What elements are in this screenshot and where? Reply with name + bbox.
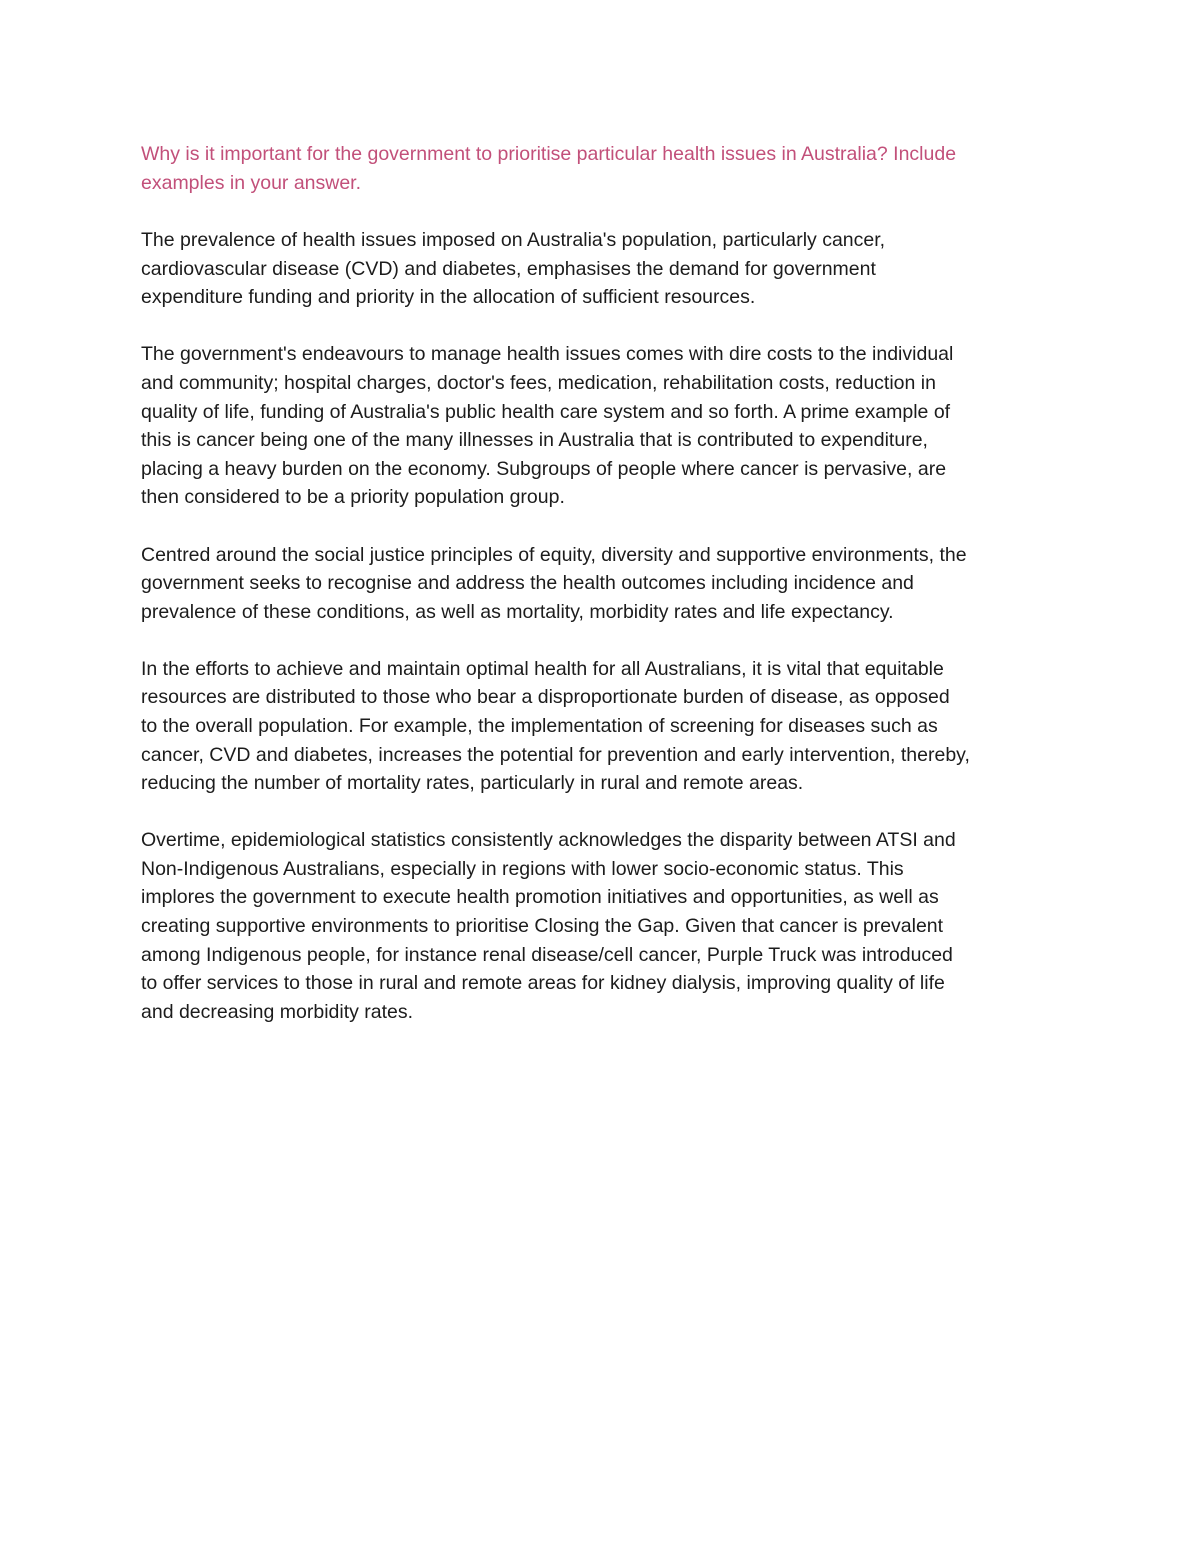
paragraph-line: prevalence of these conditions, as well as mortality, morbidity rates and life expectancy. <box>141 600 894 623</box>
paragraph-line: expenditure funding and priority in the allocation of sufficient resources. <box>141 286 756 309</box>
paragraph-line: creating supportive environments to prioritise Closing the Gap. Given that cancer is prevalent <box>141 915 944 938</box>
paragraph-line: Overtime, epidemiological statistics consistently acknowledges the disparity between ATSI and <box>141 829 956 852</box>
paragraph-line: Centred around the social justice principles of equity, diversity and supportive environments, the <box>141 543 967 566</box>
paragraph-line: cardiovascular disease (CVD) and diabetes, emphasises the demand for government <box>141 257 876 280</box>
paragraph-line: The prevalence of health issues imposed on Australia's population, particularly cancer, <box>141 229 886 252</box>
paragraph-line: and decreasing morbidity rates. <box>141 1000 414 1023</box>
paragraph-line: and community; hospital charges, doctor's fees, medication, rehabilitation costs, reduction in <box>141 372 936 395</box>
paragraph-line: placing a heavy burden on the economy. Subgroups of people where cancer is pervasive, are <box>141 457 947 480</box>
question-heading <box>141 140 1071 197</box>
paragraph-line: quality of life, funding of Australia's public health care system and so forth. A prime example of <box>141 400 951 423</box>
paragraph-closing-the-gap <box>141 826 1071 1026</box>
paragraph-line: among Indigenous people, for instance renal disease/cell cancer, Purple Truck was introduced <box>141 943 953 966</box>
paragraph-line: to offer services to those in rural and remote areas for kidney dialysis, improving quality of life <box>141 972 945 995</box>
question-line: Why is it important for the government to prioritise particular health issues in Australia? Include <box>141 143 957 165</box>
document-body <box>141 140 1071 1055</box>
paragraph-line: The government's endeavours to manage health issues comes with dire costs to the individual <box>141 343 954 366</box>
paragraph-line: implores the government to execute health promotion initiatives and opportunities, as well as <box>141 886 939 909</box>
paragraph-line: resources are distributed to those who bear a disproportionate burden of disease, as opposed <box>141 686 950 709</box>
paragraph-optimal-health <box>141 655 1071 798</box>
paragraph-line: cancer, CVD and diabetes, increases the potential for prevention and early intervention, thereby, <box>141 743 970 766</box>
paragraph-line: then considered to be a priority population group. <box>141 486 565 509</box>
paragraph-costs <box>141 340 1071 512</box>
paragraph-line: Non-Indigenous Australians, especially in regions with lower socio-economic status. This <box>141 857 904 880</box>
paragraph-line: In the efforts to achieve and maintain optimal health for all Australians, it is vital that equitable <box>141 657 944 680</box>
paragraph-line: reducing the number of mortality rates, particularly in rural and remote areas. <box>141 772 804 795</box>
question-line: examples in your answer. <box>141 171 362 194</box>
paragraph-line: to the overall population. For example, the implementation of screening for diseases such as <box>141 715 938 737</box>
paragraph-prevalence <box>141 226 1071 312</box>
paragraph-line: government seeks to recognise and address the health outcomes including incidence and <box>141 572 914 595</box>
paragraph-line: this is cancer being one of the many illnesses in Australia that is contributed to expenditure, <box>141 429 928 452</box>
paragraph-social-justice <box>141 541 1071 627</box>
